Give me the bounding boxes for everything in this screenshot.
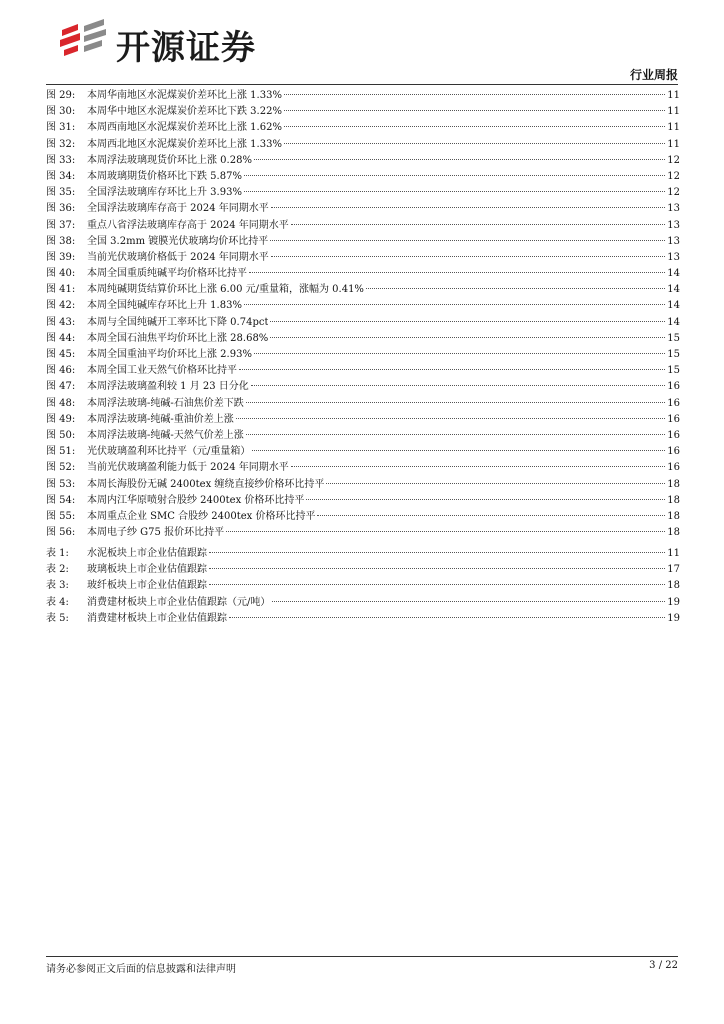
figure-index-entry[interactable] <box>46 331 680 347</box>
dot-leader <box>246 402 666 403</box>
entry-page: 15 <box>667 332 680 344</box>
table-index-entry[interactable] <box>46 562 680 578</box>
figure-index-entry[interactable] <box>46 493 680 509</box>
entry-title: 本周浮法玻璃-纯碱-天然气价差上涨 <box>87 429 244 441</box>
entry-page: 11 <box>667 90 680 101</box>
dot-leader <box>291 224 665 225</box>
entry-page: 18 <box>667 494 680 506</box>
entry-number: 表 3: <box>46 580 69 592</box>
dot-leader <box>244 175 665 176</box>
entry-page: 19 <box>667 612 680 624</box>
entry-number: 图 30: <box>46 106 76 118</box>
entry-number: 图 40: <box>46 268 76 280</box>
dot-leader <box>236 418 666 419</box>
entry-title: 本周浮法玻璃现货价环比上涨 0.28% <box>87 154 252 166</box>
entry-title: 玻璃板块上市企业估值跟踪 <box>87 564 207 576</box>
header-divider <box>46 84 678 85</box>
figure-index-entry[interactable] <box>46 218 680 234</box>
dot-leader <box>306 499 665 500</box>
figure-index-entry[interactable] <box>46 298 680 314</box>
entry-number: 图 47: <box>46 381 76 393</box>
figure-index-entry[interactable] <box>46 379 680 395</box>
entry-title: 消费建材板块上市企业估值跟踪（元/吨） <box>87 596 271 608</box>
dot-leader <box>326 483 665 484</box>
table-index-entry[interactable] <box>46 578 680 594</box>
entry-page: 12 <box>667 154 680 166</box>
entry-number: 图 45: <box>46 349 76 360</box>
entry-title: 本周浮法玻璃-纯碱-重油价差上涨 <box>87 413 234 425</box>
entry-title: 本周长海股份无碱 2400tex 缠绕直接纱价格环比持平 <box>87 478 325 490</box>
dot-leader <box>284 143 665 144</box>
entry-title: 水泥板块上市企业估值跟踪 <box>87 548 207 559</box>
entry-number: 图 39: <box>46 251 76 263</box>
figure-index-entry[interactable] <box>46 396 680 412</box>
figure-index-entry[interactable] <box>46 120 680 136</box>
entry-title: 本周西南地区水泥煤炭价差环比上涨 1.62% <box>87 122 282 134</box>
dot-leader <box>271 256 665 257</box>
dot-leader <box>317 515 665 516</box>
dot-leader <box>254 159 665 160</box>
entry-title: 全国 3.2mm 镀膜光伏玻璃均价环比持平 <box>87 235 269 247</box>
figure-index-entry[interactable] <box>46 347 680 363</box>
entry-page: 14 <box>667 284 680 296</box>
entry-page: 13 <box>667 251 680 263</box>
entry-title: 本周全国重质纯碱平均价格环比持平 <box>87 268 247 280</box>
figure-index-entry[interactable] <box>46 104 680 120</box>
page-number: 3 / 22 <box>649 960 678 971</box>
dot-leader <box>252 450 665 451</box>
figure-index-entry[interactable] <box>46 88 680 104</box>
dot-leader <box>209 584 665 585</box>
dot-leader <box>271 207 665 208</box>
entry-title: 玻纤板块上市企业估值跟踪 <box>87 580 207 592</box>
entry-title: 光伏玻璃盈利环比持平（元/重量箱） <box>87 446 251 458</box>
entry-title: 本周内江华原喷射合股纱 2400tex 价格环比持平 <box>87 494 305 506</box>
entry-number: 图 34: <box>46 170 76 182</box>
entry-page: 11 <box>667 122 680 134</box>
figure-index-entry[interactable] <box>46 477 680 493</box>
figure-index-entry[interactable] <box>46 153 680 169</box>
figure-index-entry[interactable] <box>46 428 680 444</box>
entry-number: 图 46: <box>46 365 76 377</box>
figure-index-entry[interactable] <box>46 412 680 428</box>
entry-title: 本周纯碱期货结算价环比上涨 6.00 元/重量箱，涨幅为 0.41% <box>87 284 364 296</box>
entry-title: 本周玻璃期货价格环比下跌 5.87% <box>87 170 242 182</box>
entry-number: 图 44: <box>46 332 76 344</box>
dot-leader <box>284 94 665 95</box>
dot-leader <box>244 304 665 305</box>
table-index-entry[interactable] <box>46 611 680 627</box>
entry-title: 消费建材板块上市企业估值跟踪 <box>87 612 227 624</box>
table-index-entry[interactable] <box>46 546 680 562</box>
entry-number: 图 42: <box>46 300 76 312</box>
entry-title: 全国浮法玻璃库存环比上升 3.93% <box>87 187 242 199</box>
entry-title: 本周全国重油平均价环比上涨 2.93% <box>87 349 252 360</box>
entry-title: 当前光伏玻璃盈利能力低于 2024 年同期水平 <box>87 462 289 474</box>
figure-index-entry[interactable] <box>46 509 680 525</box>
figure-index-entry[interactable] <box>46 250 680 266</box>
dot-leader <box>209 552 665 553</box>
entry-page: 13 <box>667 219 680 231</box>
logo-mark-icon <box>58 16 110 66</box>
entry-page: 16 <box>667 446 680 458</box>
entry-page: 15 <box>667 349 680 360</box>
entry-number: 表 4: <box>46 596 69 608</box>
entry-page: 11 <box>667 106 680 118</box>
entry-page: 13 <box>667 235 680 247</box>
entry-title: 本周全国工业天然气价格环比持平 <box>87 365 237 377</box>
dot-leader <box>272 601 665 602</box>
entry-title: 重点八省浮法玻璃库存高于 2024 年同期水平 <box>87 219 289 231</box>
entry-number: 图 49: <box>46 413 76 425</box>
figure-index-entry[interactable] <box>46 201 680 217</box>
figure-index-entry[interactable] <box>46 282 680 298</box>
entry-page: 13 <box>667 203 680 215</box>
figure-index-entry[interactable] <box>46 137 680 153</box>
footer-disclaimer: 请务必参阅正文后面的信息披露和法律声明 <box>46 964 236 975</box>
entry-page: 14 <box>667 300 680 312</box>
figure-index-entry[interactable] <box>46 315 680 331</box>
entry-page: 14 <box>667 268 680 280</box>
footer-divider <box>46 956 678 957</box>
entry-page: 18 <box>667 527 680 539</box>
entry-page: 11 <box>667 548 680 559</box>
dot-leader <box>284 110 665 111</box>
figure-index-list <box>46 88 680 541</box>
entry-title: 本周全国纯碱库存环比上升 1.83% <box>87 300 242 312</box>
dot-leader <box>270 321 665 322</box>
entry-title: 本周重点企业 SMC 合股纱 2400tex 价格环比持平 <box>87 510 316 522</box>
dot-leader <box>251 385 665 386</box>
figure-index-entry[interactable] <box>46 234 680 250</box>
entry-number: 图 52: <box>46 462 76 474</box>
entry-number: 图 36: <box>46 203 76 215</box>
entry-page: 18 <box>667 580 680 592</box>
dot-leader <box>284 126 665 127</box>
entry-page: 12 <box>667 187 680 199</box>
entry-page: 16 <box>667 429 680 441</box>
table-index-entry[interactable] <box>46 595 680 611</box>
entry-title: 本周电子纱 G75 报价环比持平 <box>87 527 225 539</box>
entry-title: 全国浮法玻璃库存高于 2024 年同期水平 <box>87 203 269 215</box>
company-logo <box>58 16 288 66</box>
entry-number: 图 56: <box>46 527 76 539</box>
entry-number: 图 32: <box>46 138 76 150</box>
entry-page: 19 <box>667 596 680 608</box>
dot-leader <box>366 288 665 289</box>
dot-leader <box>229 617 665 618</box>
entry-number: 图 35: <box>46 187 76 199</box>
dot-leader <box>209 568 665 569</box>
figure-index-entry[interactable] <box>46 525 680 541</box>
entry-number: 图 48: <box>46 397 76 409</box>
entry-number: 表 2: <box>46 564 69 576</box>
entry-number: 图 37: <box>46 219 76 231</box>
entry-title: 本周华南地区水泥煤炭价差环比上涨 1.33% <box>87 90 282 101</box>
entry-number: 图 41: <box>46 284 76 296</box>
entry-number: 图 31: <box>46 122 76 134</box>
entry-title: 本周西北地区水泥煤炭价差环比上涨 1.33% <box>87 138 282 150</box>
report-type-label: 行业周报 <box>629 68 678 82</box>
figure-index-entry[interactable] <box>46 460 680 476</box>
entry-number: 表 1: <box>46 548 69 559</box>
entry-title: 本周华中地区水泥煤炭价差环比下跌 3.22% <box>87 106 282 118</box>
entry-title: 当前光伏玻璃价格低于 2024 年同期水平 <box>87 251 269 263</box>
entry-number: 图 53: <box>46 478 76 490</box>
entry-page: 15 <box>667 365 680 377</box>
dot-leader <box>254 353 665 354</box>
entry-page: 11 <box>667 138 680 150</box>
entry-page: 16 <box>667 462 680 474</box>
entry-title: 本周全国石油焦平均价环比上涨 28.68% <box>87 332 269 344</box>
entry-page: 12 <box>667 170 680 182</box>
figure-index-entry[interactable] <box>46 169 680 185</box>
logo-text: 开源证券 <box>116 28 256 68</box>
entry-title: 本周浮法玻璃-纯碱-石油焦价差下跌 <box>87 397 244 409</box>
table-index-list <box>46 546 680 627</box>
entry-page: 18 <box>667 478 680 490</box>
entry-number: 图 33: <box>46 154 76 166</box>
entry-page: 16 <box>667 397 680 409</box>
dot-leader <box>239 369 665 370</box>
dot-leader <box>249 272 665 273</box>
entry-page: 16 <box>667 381 680 393</box>
entry-page: 16 <box>667 413 680 425</box>
entry-number: 图 38: <box>46 235 76 247</box>
entry-number: 图 50: <box>46 429 76 441</box>
entry-page: 17 <box>667 564 680 576</box>
figure-index-entry[interactable] <box>46 266 680 282</box>
figure-index-entry[interactable] <box>46 444 680 460</box>
dot-leader <box>270 240 665 241</box>
figure-index-entry[interactable] <box>46 363 680 379</box>
entry-number: 图 29: <box>46 90 76 101</box>
figure-index-entry[interactable] <box>46 185 680 201</box>
entry-page: 14 <box>667 316 680 328</box>
entry-page: 18 <box>667 510 680 522</box>
dot-leader <box>270 337 665 338</box>
dot-leader <box>226 531 665 532</box>
dot-leader <box>291 466 665 467</box>
entry-number: 图 55: <box>46 510 76 522</box>
entry-title: 本周浮法玻璃盈利较 1 月 23 日分化 <box>87 381 249 393</box>
entry-number: 图 43: <box>46 316 76 328</box>
entry-number: 表 5: <box>46 612 69 624</box>
entry-number: 图 51: <box>46 446 76 458</box>
page-header <box>0 0 724 86</box>
entry-number: 图 54: <box>46 494 76 506</box>
dot-leader <box>244 191 665 192</box>
entry-title: 本周与全国纯碱开工率环比下降 0.74pct <box>87 316 269 328</box>
dot-leader <box>246 434 666 435</box>
